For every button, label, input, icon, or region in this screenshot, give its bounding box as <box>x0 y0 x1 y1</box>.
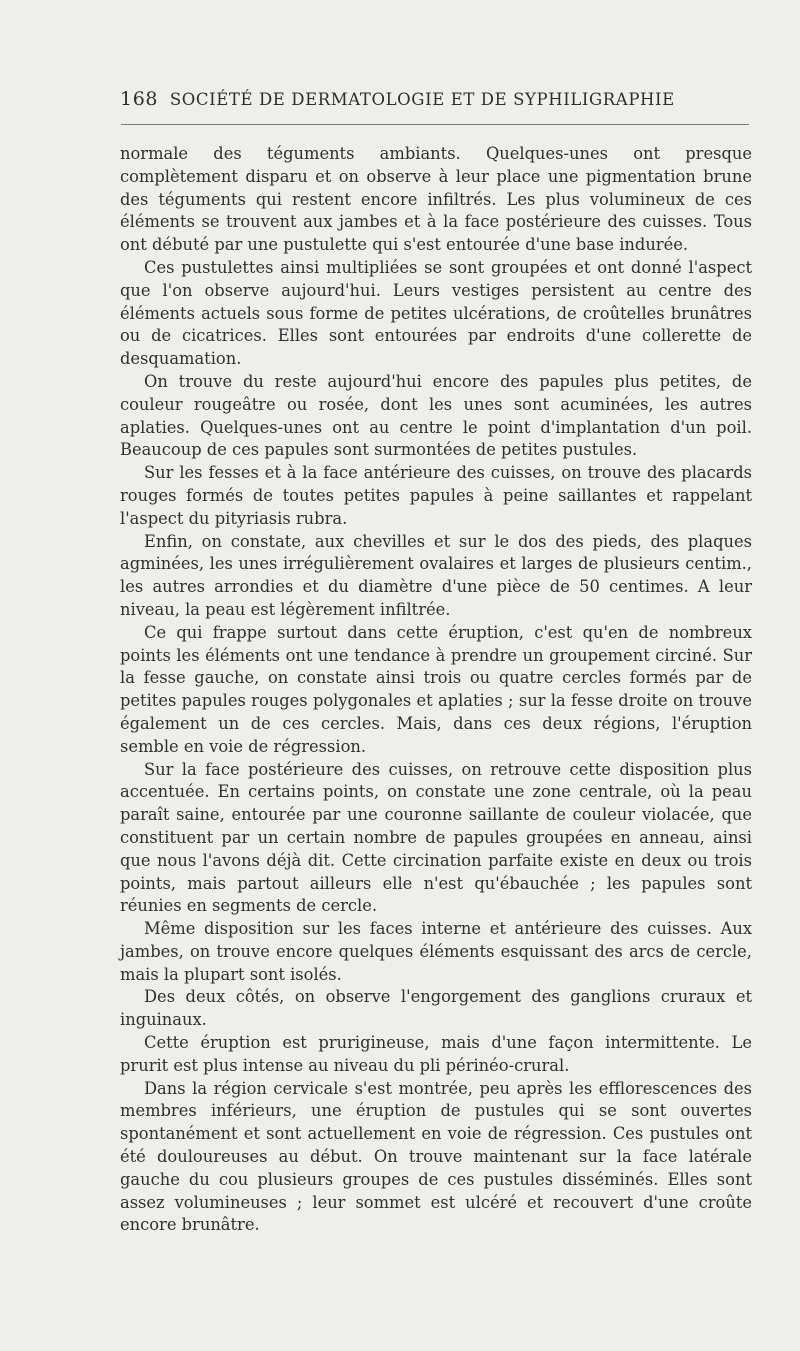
paragraph-4: Sur les fesses et à la face antérieure des cuisses, on trouve des placards rouges formés de toutes petites papules à peine saillantes et rappelant l'aspect du pityriasis rubra. <box>120 463 752 528</box>
paragraph-5: Enfin, on constate, aux chevilles et sur le dos des pieds, des plaques agminées, les unes irrégulièrement ovalaires et larges de plusieurs centim., les autres arrondies et du diamètre d'une pièce de 50 centimes. A leur niveau, la peau est légèrement infiltrée. <box>120 531 752 619</box>
header-rule <box>121 124 749 125</box>
page-number: 168 <box>120 88 159 110</box>
paragraph-10: Cette éruption est prurigineuse, mais d'une façon intermittente. Le prurit est plus intense au niveau du pli périnéo-crural. <box>120 1033 752 1075</box>
paragraph-2: Ces pustulettes ainsi multipliées se sont groupées et ont donné l'aspect que l'on observe aujourd'hui. Leurs vestiges persistent au centre des éléments actuels sous forme de petites ulcérations, de croûtelles brunâtres ou de cicatrices. Elles sont entourées par endroits d'une collerette de desquamation. <box>120 257 752 369</box>
body-text <box>120 143 752 1237</box>
paragraph-3: On trouve du reste aujourd'hui encore des papules plus petites, de couleur rougeâtre ou rosée, dont les unes sont acuminées, les autres aplaties. Quelques-unes ont au centre le point d'implantation d'un poil. Beaucoup de ces papules sont surmontées de petites pustules. <box>120 371 752 460</box>
paragraph-7: Sur la face postérieure des cuisses, on retrouve cette disposition plus accentuée. En certains points, on constate une zone centrale, où la peau paraît saine, entourée par une couronne saillante de couleur violacée, que constituent par un certain nombre de papules groupées en anneau, ainsi que nous l'avons déjà dit. Cette circination parfaite existe en deux ou trois points, mais partout ailleurs elle n'est qu'ébauchée ; les papules sont réunies en segments de cercle. <box>120 759 752 916</box>
paragraph-6: Ce qui frappe surtout dans cette éruption, c'est qu'en de nombreux points les éléments ont une tendance à prendre un groupement circiné. Sur la fesse gauche, on constate ainsi trois ou quatre cercles formés par de petites papules rouges polygonales et aplaties ; sur la fesse droite on trouve également un de ces cercles. Mais, dans ces deux régions, l'éruption semble en voie de régression. <box>120 622 752 756</box>
paragraph-8: Même disposition sur les faces interne et antérieure des cuisses. Aux jambes, on trouve encore quelques éléments esquissant des arcs de cercle, mais la plupart sont isolés. <box>120 919 752 984</box>
paragraph-11: Dans la région cervicale s'est montrée, peu après les efflorescences des membres inférieurs, une éruption de pustules qui se sont ouvertes spontanément et sont actuellement en voie de régression. Ces pustules ont été douloureuses au début. On trouve maintenant sur la face latérale gauche du cou plusieurs groupes de ces pustules disséminés. Elles sont assez volumineuses ; leur sommet est ulcéré et recouvert d'une croûte encore brunâtre. <box>120 1078 752 1235</box>
page-header <box>120 88 750 116</box>
running-title: SOCIÉTÉ DE DERMATOLOGIE ET DE SYPHILIGRAPHIE <box>169 90 675 109</box>
paragraph-1: normale des téguments ambiants. Quelques-unes ont presque complètement disparu et on observe à leur place une pigmentation brune des téguments qui restent encore infiltrés. Les plus volumineux de ces éléments se trouvent aux jambes et à la face postérieure des cuisses. Tous ont débuté par une pustulette qui s'est entourée d'une base indurée. <box>120 144 752 255</box>
paragraph-9: Des deux côtés, on observe l'engorgement des ganglions cruraux et inguinaux. <box>120 987 752 1030</box>
